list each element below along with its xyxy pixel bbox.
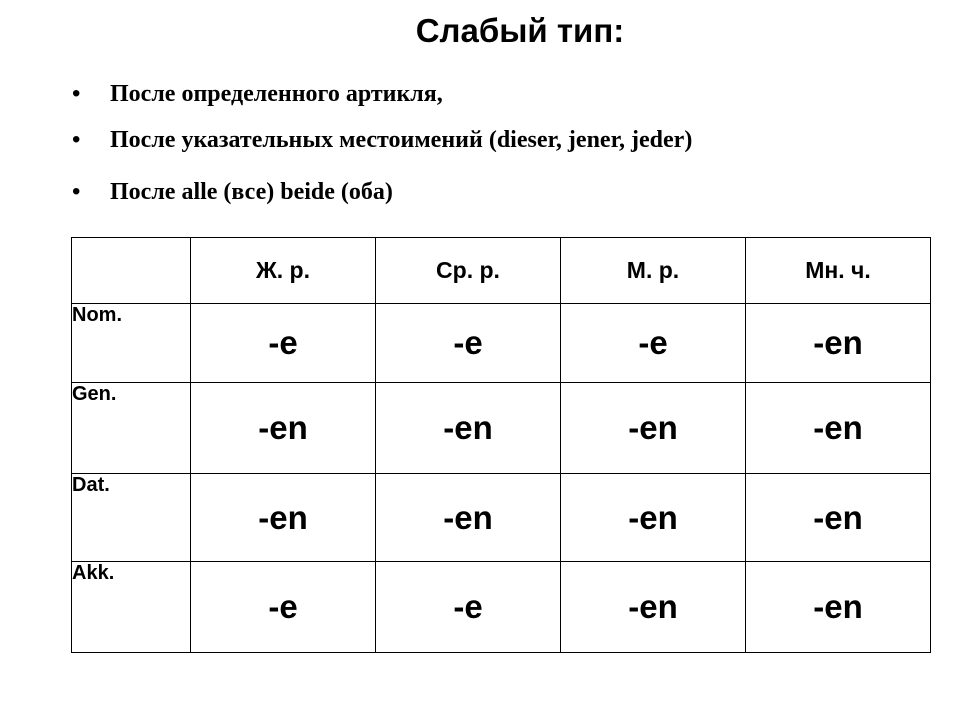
bullet-text: После определенного артикля,: [110, 81, 443, 107]
bullet-list: [70, 78, 692, 208]
table-row: [72, 304, 931, 383]
bullet-text: После указательных местоимений (dieser, jener, jeder): [110, 127, 693, 153]
ending-cell: -e: [561, 304, 746, 383]
header-feminine: Ж. р.: [191, 238, 376, 304]
bullet-marker: •: [72, 80, 81, 107]
header-plural: Мн. ч.: [746, 238, 931, 304]
header-masculine: М. р.: [561, 238, 746, 304]
ending-cell: -en: [561, 474, 746, 562]
ending-cell: -en: [376, 474, 561, 562]
case-label-akk: Akk.: [72, 562, 191, 653]
bullet-item: [70, 176, 692, 208]
table-header-row: [72, 238, 931, 304]
ending-cell: -en: [746, 304, 931, 383]
ending-cell: -en: [746, 474, 931, 562]
declension-table: [71, 237, 931, 653]
bullet-marker: •: [72, 126, 81, 153]
ending-cell: -e: [376, 562, 561, 653]
header-neuter: Ср. р.: [376, 238, 561, 304]
case-label-nom: Nom.: [72, 304, 191, 383]
bullet-item: [70, 124, 692, 156]
ending-cell: -en: [191, 383, 376, 474]
table-row: [72, 474, 931, 562]
case-label-dat: Dat.: [72, 474, 191, 562]
ending-cell: -en: [191, 474, 376, 562]
ending-cell: -en: [376, 383, 561, 474]
ending-cell: -en: [746, 383, 931, 474]
bullet-item: [70, 78, 692, 110]
case-label-gen: Gen.: [72, 383, 191, 474]
bullet-text: После alle (все) beide (оба): [110, 179, 393, 205]
slide-title: Слабый тип:: [415, 12, 625, 49]
bullet-marker: •: [72, 178, 81, 205]
ending-cell: -en: [561, 383, 746, 474]
table-corner-cell: [72, 238, 191, 304]
ending-cell: -e: [191, 304, 376, 383]
table-row: [72, 383, 931, 474]
ending-cell: -e: [191, 562, 376, 653]
ending-cell: -en: [746, 562, 931, 653]
ending-cell: -e: [376, 304, 561, 383]
table-row: [72, 562, 931, 653]
ending-cell: -en: [561, 562, 746, 653]
